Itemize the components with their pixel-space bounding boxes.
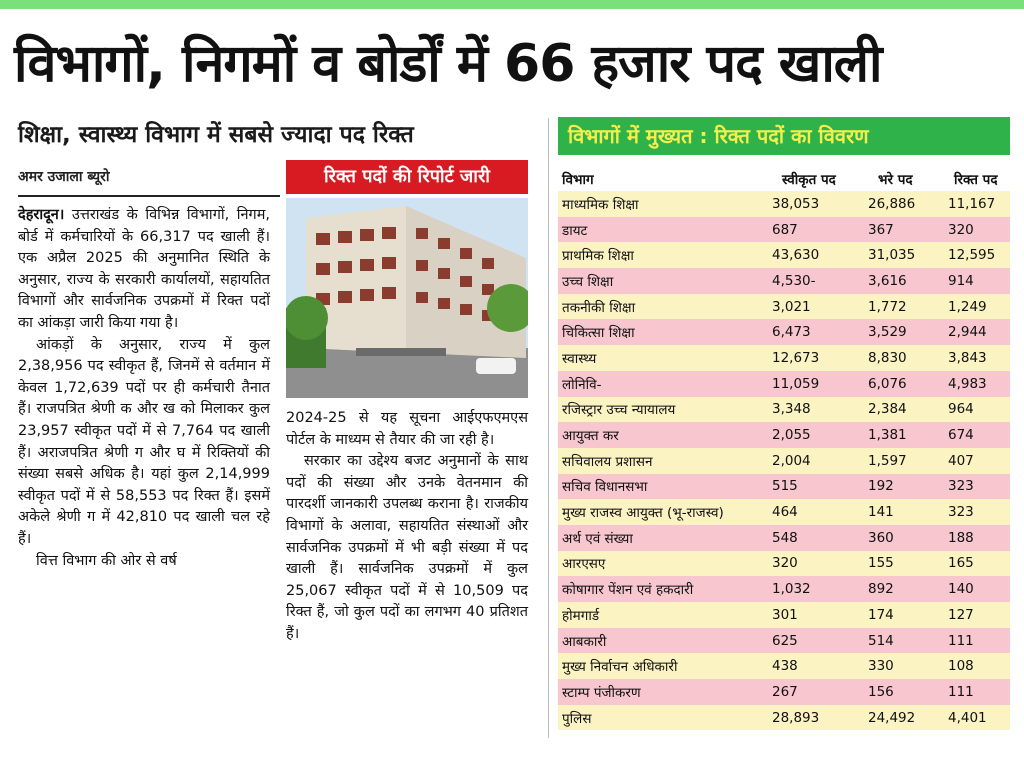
- row-sanctioned: 320: [772, 555, 798, 572]
- row-department: चिकित्सा शिक्षा: [562, 325, 635, 342]
- row-department: पुलिस: [562, 710, 592, 727]
- row-sanctioned: 625: [772, 632, 798, 649]
- byline-divider: [18, 195, 280, 197]
- table-row: [558, 474, 1010, 500]
- table-row: [558, 679, 1010, 705]
- row-department: स्टाम्प पंजीकरण: [562, 684, 641, 701]
- row-department: स्वास्थ्य: [562, 350, 597, 367]
- row-sanctioned: 2,055: [772, 427, 811, 444]
- row-vacant: 674: [948, 427, 974, 444]
- row-vacant: 914: [948, 272, 974, 289]
- row-department: मुख्य राजस्व आयुक्त (भू-राजस्व): [562, 505, 724, 522]
- row-vacant: 111: [948, 632, 974, 649]
- row-filled: 192: [868, 478, 894, 495]
- vacancy-table-title: विभागों में मुख्यत : रिक्त पदों का विवरण: [558, 117, 1010, 155]
- row-sanctioned: 687: [772, 221, 798, 238]
- row-filled: 1,597: [868, 452, 907, 469]
- row-sanctioned: 38,053: [772, 195, 820, 212]
- row-filled: 892: [868, 581, 894, 598]
- table-row: [558, 705, 1010, 731]
- row-vacant: 407: [948, 452, 974, 469]
- row-vacant: 111: [948, 683, 974, 700]
- row-sanctioned: 1,032: [772, 581, 811, 598]
- row-filled: 3,529: [868, 324, 907, 341]
- row-vacant: 4,401: [948, 709, 987, 726]
- row-department: आरएसए: [562, 556, 606, 573]
- row-vacant: 11,167: [948, 195, 996, 212]
- table-row: [558, 242, 1010, 268]
- table-row: [558, 422, 1010, 448]
- article-paragraph-3-cont: 2024-25 से यह सूचना आईएफएमएस पोर्टल के माध्यम से तैयार की जा रही है।: [286, 410, 528, 448]
- header-sanctioned: स्वीकृत पद: [782, 171, 836, 188]
- table-row: [558, 525, 1010, 551]
- row-sanctioned: 12,673: [772, 349, 820, 366]
- row-vacant: 4,983: [948, 375, 987, 392]
- row-filled: 1,772: [868, 298, 907, 315]
- row-sanctioned: 28,893: [772, 709, 820, 726]
- row-filled: 514: [868, 632, 894, 649]
- article-paragraph-1: [18, 205, 270, 335]
- row-sanctioned: 43,630: [772, 247, 820, 264]
- row-filled: 8,830: [868, 349, 907, 366]
- row-vacant: 140: [948, 581, 974, 598]
- row-filled: 360: [868, 529, 894, 546]
- row-sanctioned: 6,473: [772, 324, 811, 341]
- row-filled: 141: [868, 504, 894, 521]
- row-sanctioned: 438: [772, 658, 798, 675]
- row-department: होमगार्ड: [562, 607, 600, 624]
- row-sanctioned: 11,059: [772, 375, 820, 392]
- row-sanctioned: 515: [772, 478, 798, 495]
- row-sanctioned: 548: [772, 529, 798, 546]
- row-filled: 155: [868, 555, 894, 572]
- article-column-1: [18, 205, 270, 572]
- row-filled: 26,886: [868, 195, 916, 212]
- row-vacant: 2,944: [948, 324, 987, 341]
- dateline: देहरादून।: [18, 207, 65, 223]
- row-vacant: 127: [948, 606, 974, 623]
- row-vacant: 323: [948, 478, 974, 495]
- article-paragraph-3-start: वित्त विभाग की ओर से वर्ष: [36, 552, 177, 569]
- table-header-row: [558, 166, 1010, 191]
- table-row: [558, 653, 1010, 679]
- row-department: माध्यमिक शिक्षा: [562, 196, 639, 213]
- table-row: [558, 319, 1010, 345]
- table-row: [558, 294, 1010, 320]
- row-vacant: 108: [948, 658, 974, 675]
- table-row: [558, 448, 1010, 474]
- table-row: [558, 576, 1010, 602]
- row-sanctioned: 2,004: [772, 452, 811, 469]
- row-department: सचिवालय प्रशासन: [562, 453, 653, 470]
- row-vacant: 188: [948, 529, 974, 546]
- row-department: प्राथमिक शिक्षा: [562, 248, 634, 265]
- row-filled: 367: [868, 221, 894, 238]
- article-column-2: [286, 408, 528, 646]
- headline: विभागों, निगमों व बोर्डों में 66 हजार पद खाली: [14, 34, 882, 94]
- row-filled: 24,492: [868, 709, 916, 726]
- row-sanctioned: 3,021: [772, 298, 811, 315]
- row-department: कोषागार पेंशन एवं हकदारी: [562, 582, 694, 599]
- table-row: [558, 499, 1010, 525]
- vacancy-table: [558, 166, 1010, 730]
- table-row: [558, 191, 1010, 217]
- subheadline: शिक्षा, स्वास्थ्य विभाग में सबसे ज्यादा पद रिक्त: [18, 122, 414, 148]
- row-sanctioned: 301: [772, 606, 798, 623]
- row-vacant: 3,843: [948, 349, 987, 366]
- row-vacant: 964: [948, 401, 974, 418]
- row-department: मुख्य निर्वाचन अधिकारी: [562, 659, 678, 676]
- row-filled: 2,384: [868, 401, 907, 418]
- row-filled: 31,035: [868, 247, 916, 264]
- row-filled: 174: [868, 606, 894, 623]
- row-department: सचिव विधानसभा: [562, 479, 648, 496]
- column-divider: [548, 118, 549, 738]
- article-paragraph-4: सरकार का उद्देश्य बजट अनुमानों के साथ पदों की संख्या और उनके वेतनमान की पारदर्शी जानकारी उपलब्ध कराना है। राजकीय विभागों के अलावा, सहायतित संस्थाओं और सार्वजनिक उपक्रमों में भी बड़ी संख्या में पद खाली हैं। सार्वजनिक उपक्रमों में कुल 25,067 स्वीकृत पदों में से 10,509 पद रिक्त हैं, जो कुल पदों का लगभग 40 प्रतिशत हैं।: [286, 453, 528, 642]
- row-department: लोनिवि-: [562, 376, 602, 393]
- row-filled: 3,616: [868, 272, 907, 289]
- row-vacant: 1,249: [948, 298, 987, 315]
- row-filled: 1,381: [868, 427, 907, 444]
- row-department: उच्च शिक्षा: [562, 273, 614, 290]
- table-row: [558, 628, 1010, 654]
- header-vacant: रिक्त पद: [954, 171, 998, 188]
- building-photo: [286, 198, 528, 398]
- row-department: आयुक्त कर: [562, 428, 619, 445]
- table-row: [558, 551, 1010, 577]
- row-sanctioned: 267: [772, 683, 798, 700]
- row-department: रजिस्ट्रार उच्च न्यायालय: [562, 402, 676, 419]
- table-row: [558, 345, 1010, 371]
- article-paragraph-2: आंकड़ों के अनुसार, राज्य में कुल 2,38,956 पद स्वीकृत हैं, जिनमें से वर्तमान में केवल 1,72,639 पदों पर ही कर्मचारी तैनात हैं। राजपत्रित श्रेणी क और ख को मिलाकर कुल 23,957 स्वीकृत पदों में से 7,764 पद खाली हैं। अराजपत्रित श्रेणी ग और घ में रिक्तियों की संख्या सबसे अधिक है। यहां कुल 2,14,999 स्वीकृत पदों में से 58,553 पद रिक्त हैं। इसमें अकेले श्रेणी ग में 42,810 पद खाली चल रहे हैं।: [18, 336, 270, 547]
- row-vacant: 323: [948, 504, 974, 521]
- byline: अमर उजाला ब्यूरो: [18, 169, 110, 185]
- table-row: [558, 371, 1010, 397]
- row-sanctioned: 464: [772, 504, 798, 521]
- row-department: तकनीकी शिक्षा: [562, 299, 636, 316]
- row-department: डायट: [562, 222, 588, 239]
- row-filled: 156: [868, 683, 894, 700]
- row-filled: 330: [868, 658, 894, 675]
- row-filled: 6,076: [868, 375, 907, 392]
- report-released-tag: रिक्त पदों की रिपोर्ट जारी: [286, 160, 528, 194]
- header-filled: भरे पद: [878, 171, 913, 188]
- table-body: [558, 191, 1010, 730]
- header-department: विभाग: [562, 171, 594, 188]
- row-vacant: 320: [948, 221, 974, 238]
- row-vacant: 12,595: [948, 247, 996, 264]
- row-sanctioned: 3,348: [772, 401, 811, 418]
- table-row: [558, 602, 1010, 628]
- row-department: आबकारी: [562, 633, 607, 650]
- table-row: [558, 217, 1010, 243]
- top-accent-bar: [0, 0, 1024, 9]
- building-illustration: [286, 198, 528, 398]
- table-row: [558, 268, 1010, 294]
- row-sanctioned: 4,530-: [772, 272, 816, 289]
- row-department: अर्थ एवं संख्या: [562, 530, 633, 547]
- table-row: [558, 397, 1010, 423]
- row-vacant: 165: [948, 555, 974, 572]
- article-paragraph-1-text: उत्तराखंड के विभिन्न विभागों, निगम, बोर्ड में कर्मचारियों के 66,317 पद खाली हैं। एक अप्रैल 2025 की अनुमानित स्थिति के अनुसार, राज्य के सरकारी कार्यालयों, सहायतित विभागों और सार्वजनिक उपक्रमों में रिक्त पदों का आंकड़ा जारी किया गया है।: [18, 207, 271, 331]
